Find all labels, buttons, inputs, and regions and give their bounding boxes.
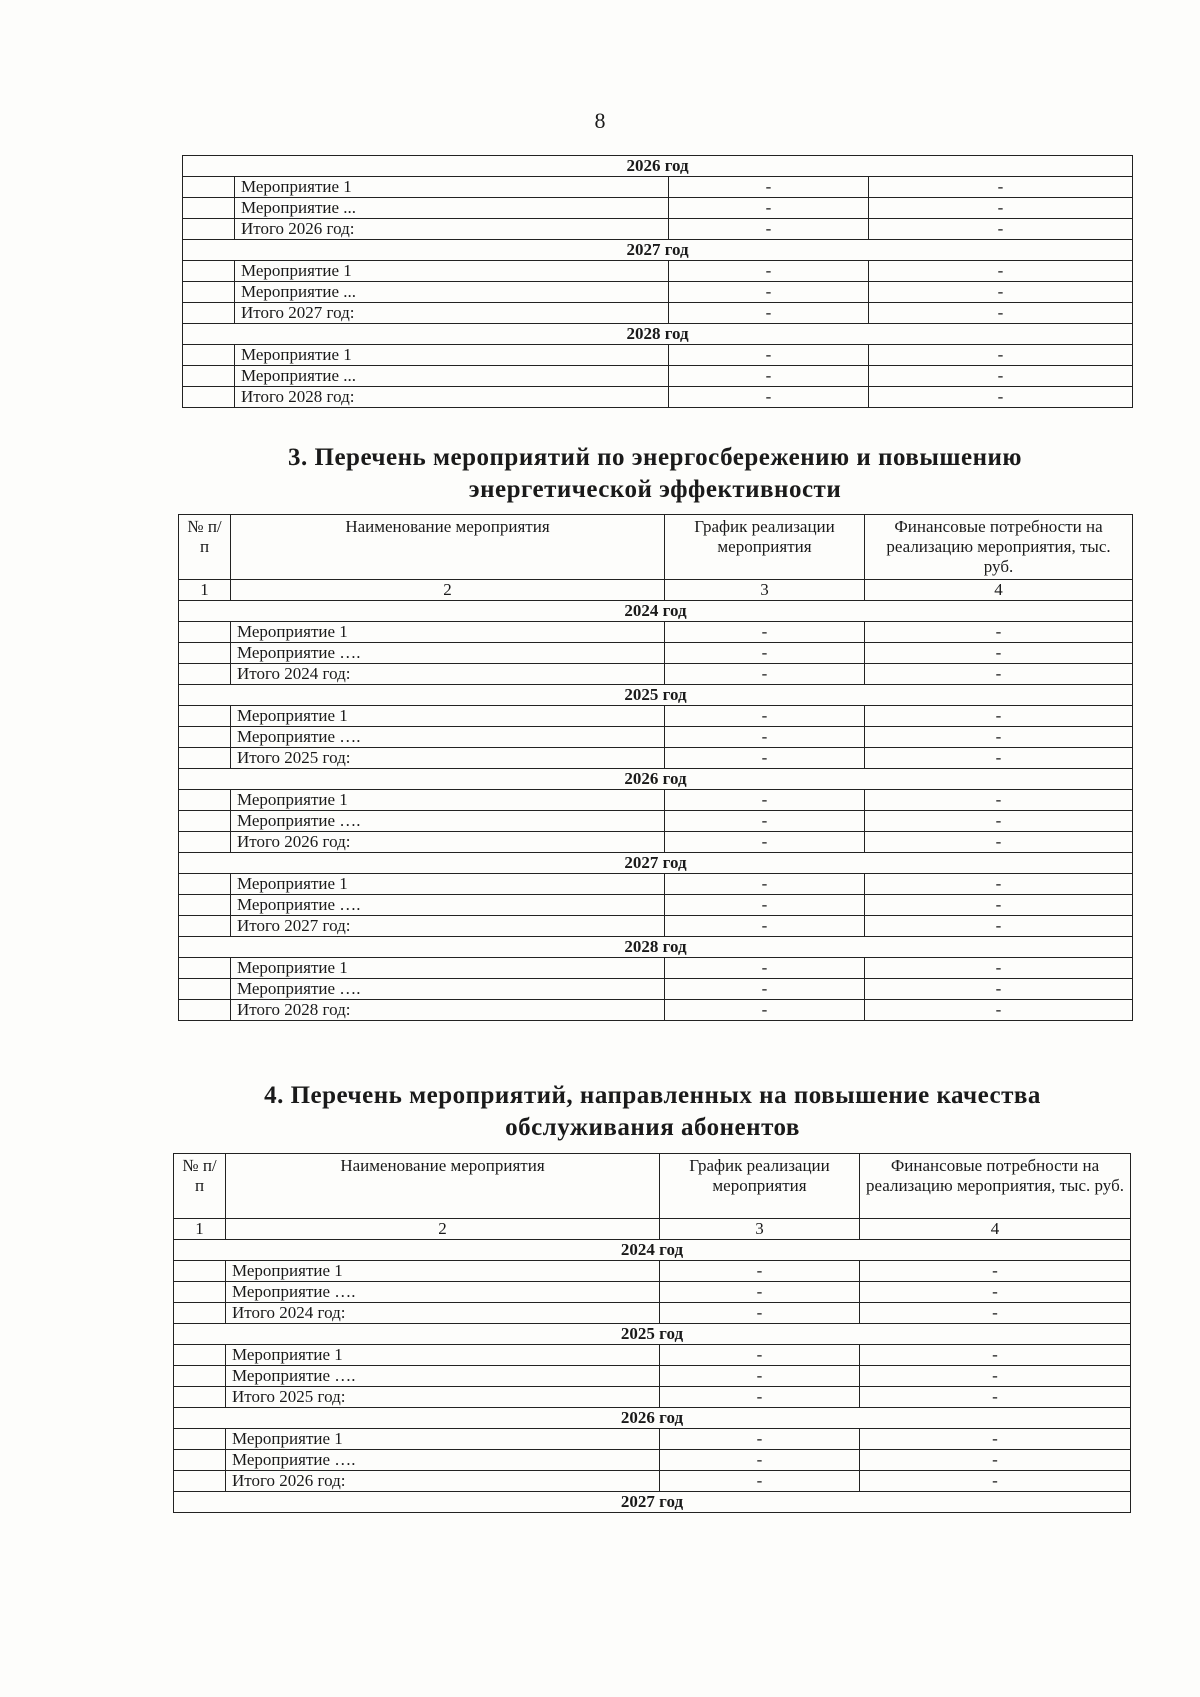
measure-name: Мероприятие …. — [226, 1366, 660, 1387]
year-label: 2024 год — [174, 1240, 1131, 1261]
row-number — [179, 874, 231, 895]
year-total-label: Итого 2024 год: — [231, 664, 665, 685]
service-quality-measures-table — [173, 1153, 1131, 1513]
column-numbers-row — [179, 580, 1133, 601]
schedule-value: - — [665, 958, 865, 979]
column-number: 2 — [226, 1219, 660, 1240]
measure-name: Мероприятие 1 — [226, 1429, 660, 1450]
measure-name: Мероприятие 1 — [226, 1345, 660, 1366]
year-row — [183, 156, 1133, 177]
year-row — [179, 601, 1133, 622]
row-number — [179, 727, 231, 748]
measure-name: Мероприятие 1 — [235, 177, 669, 198]
year-total-label: Итого 2028 год: — [235, 387, 669, 408]
measure-name: Мероприятие ... — [235, 366, 669, 387]
table-row — [174, 1261, 1131, 1282]
table-row — [174, 1282, 1131, 1303]
finance-value: - — [869, 177, 1133, 198]
table-header-row — [179, 515, 1133, 580]
column-number: 4 — [860, 1219, 1131, 1240]
finance-value: - — [869, 198, 1133, 219]
row-number — [174, 1450, 226, 1471]
table-row — [179, 811, 1133, 832]
finance-value: - — [860, 1471, 1131, 1492]
year-total-label: Итого 2026 год: — [235, 219, 669, 240]
year-row — [174, 1408, 1131, 1429]
row-number — [174, 1261, 226, 1282]
schedule-value: - — [665, 748, 865, 769]
measure-name: Мероприятие …. — [231, 811, 665, 832]
year-total-label: Итого 2028 год: — [231, 1000, 665, 1021]
row-number — [179, 790, 231, 811]
schedule-value: - — [660, 1303, 860, 1324]
measure-name: Мероприятие …. — [231, 643, 665, 664]
table-row — [174, 1450, 1131, 1471]
schedule-value: - — [660, 1429, 860, 1450]
finance-value: - — [865, 811, 1133, 832]
row-number — [183, 177, 235, 198]
column-number: 3 — [660, 1219, 860, 1240]
total-row — [179, 748, 1133, 769]
year-row — [174, 1492, 1131, 1513]
row-number — [179, 811, 231, 832]
table-row — [179, 622, 1133, 643]
year-label: 2027 год — [174, 1492, 1131, 1513]
schedule-value: - — [665, 979, 865, 1000]
table-row — [179, 643, 1133, 664]
finance-value: - — [865, 748, 1133, 769]
section-4-heading — [175, 1080, 1130, 1144]
measure-name: Мероприятие 1 — [235, 345, 669, 366]
table-row — [174, 1345, 1131, 1366]
finance-value: - — [865, 622, 1133, 643]
finance-value: - — [860, 1303, 1131, 1324]
year-row — [179, 937, 1133, 958]
finance-value: - — [865, 958, 1133, 979]
measure-name: Мероприятие …. — [231, 727, 665, 748]
finance-value: - — [869, 366, 1133, 387]
year-label: 2026 год — [183, 156, 1133, 177]
finance-value: - — [869, 219, 1133, 240]
total-row — [174, 1387, 1131, 1408]
total-row — [179, 664, 1133, 685]
finance-value: - — [865, 727, 1133, 748]
row-number — [183, 219, 235, 240]
column-number: 3 — [665, 580, 865, 601]
table-row — [183, 177, 1133, 198]
finance-value: - — [869, 282, 1133, 303]
year-label: 2026 год — [179, 769, 1133, 790]
finance-value: - — [860, 1450, 1131, 1471]
year-total-label: Итого 2027 год: — [231, 916, 665, 937]
schedule-value: - — [665, 916, 865, 937]
finance-value: - — [860, 1345, 1131, 1366]
schedule-value: - — [660, 1345, 860, 1366]
table-header-row — [174, 1154, 1131, 1219]
finance-value: - — [860, 1261, 1131, 1282]
row-number — [179, 622, 231, 643]
measure-name: Мероприятие 1 — [231, 958, 665, 979]
schedule-value: - — [660, 1450, 860, 1471]
year-total-label: Итого 2024 год: — [226, 1303, 660, 1324]
schedule-value: - — [669, 303, 869, 324]
page-number: 8 — [594, 108, 606, 133]
row-number — [183, 198, 235, 219]
row-number — [183, 261, 235, 282]
row-number — [179, 1000, 231, 1021]
year-row — [174, 1324, 1131, 1345]
measure-name: Мероприятие 1 — [231, 622, 665, 643]
section-3-heading — [180, 442, 1130, 506]
finance-value: - — [865, 790, 1133, 811]
schedule-value: - — [669, 261, 869, 282]
row-number — [179, 832, 231, 853]
schedule-value: - — [665, 643, 865, 664]
year-label: 2025 год — [179, 685, 1133, 706]
finance-value: - — [865, 832, 1133, 853]
row-number — [179, 895, 231, 916]
measure-name: Мероприятие 1 — [231, 706, 665, 727]
section-4-title-line2: обслуживания абонентов — [505, 1114, 800, 1141]
year-total-label: Итого 2025 год: — [231, 748, 665, 769]
measure-name: Мероприятие ... — [235, 282, 669, 303]
year-label: 2027 год — [183, 240, 1133, 261]
table-row — [183, 366, 1133, 387]
energy-saving-measures-table — [178, 514, 1133, 1021]
finance-value: - — [869, 345, 1133, 366]
section-3-title-line2: энергетической эффективности — [468, 476, 842, 503]
table-row — [183, 198, 1133, 219]
measure-name: Мероприятие 1 — [235, 261, 669, 282]
table-row — [174, 1366, 1131, 1387]
schedule-value: - — [665, 1000, 865, 1021]
finance-value: - — [865, 916, 1133, 937]
measure-name: Мероприятие 1 — [226, 1261, 660, 1282]
measure-name: Мероприятие 1 — [231, 790, 665, 811]
finance-value: - — [865, 895, 1133, 916]
finance-value: - — [860, 1429, 1131, 1450]
schedule-value: - — [660, 1282, 860, 1303]
year-label: 2026 год — [174, 1408, 1131, 1429]
row-number — [174, 1366, 226, 1387]
total-row — [183, 219, 1133, 240]
measure-name: Мероприятие …. — [226, 1450, 660, 1471]
total-row — [183, 303, 1133, 324]
header-schedule: График реализации мероприятия — [665, 515, 865, 580]
measure-name: Мероприятие …. — [226, 1282, 660, 1303]
row-number — [179, 664, 231, 685]
schedule-value: - — [669, 177, 869, 198]
table-row — [179, 895, 1133, 916]
year-total-label: Итого 2026 год: — [231, 832, 665, 853]
row-number — [179, 748, 231, 769]
finance-value: - — [869, 303, 1133, 324]
row-number — [174, 1387, 226, 1408]
finance-value: - — [865, 643, 1133, 664]
row-number — [179, 958, 231, 979]
table-row — [179, 727, 1133, 748]
year-row — [179, 769, 1133, 790]
finance-value: - — [865, 664, 1133, 685]
finance-value: - — [865, 1000, 1133, 1021]
total-row — [174, 1471, 1131, 1492]
year-total-label: Итого 2025 год: — [226, 1387, 660, 1408]
continued-measures-table — [182, 155, 1133, 408]
total-row — [179, 832, 1133, 853]
row-number — [179, 916, 231, 937]
column-numbers-row — [174, 1219, 1131, 1240]
header-schedule: График реализации мероприятия — [660, 1154, 860, 1219]
section-3-title-line1: 3. Перечень мероприятий по энергосбережению и повышению — [288, 444, 1022, 471]
row-number — [183, 387, 235, 408]
schedule-value: - — [665, 811, 865, 832]
header-number: № п/п — [179, 515, 231, 580]
row-number — [174, 1303, 226, 1324]
table-row — [174, 1429, 1131, 1450]
year-total-label: Итого 2027 год: — [235, 303, 669, 324]
row-number — [183, 303, 235, 324]
schedule-value: - — [669, 387, 869, 408]
schedule-value: - — [660, 1387, 860, 1408]
row-number — [174, 1429, 226, 1450]
finance-value: - — [865, 874, 1133, 895]
finance-value: - — [869, 261, 1133, 282]
year-label: 2028 год — [179, 937, 1133, 958]
section-4-title-line1: 4. Перечень мероприятий, направленных на повышение качества — [264, 1082, 1041, 1109]
finance-value: - — [860, 1387, 1131, 1408]
row-number — [183, 345, 235, 366]
year-row — [179, 685, 1133, 706]
column-number: 1 — [174, 1219, 226, 1240]
schedule-value: - — [665, 664, 865, 685]
finance-value: - — [860, 1366, 1131, 1387]
finance-value: - — [869, 387, 1133, 408]
schedule-value: - — [669, 219, 869, 240]
row-number — [183, 282, 235, 303]
row-number — [174, 1345, 226, 1366]
finance-value: - — [860, 1282, 1131, 1303]
year-row — [183, 324, 1133, 345]
schedule-value: - — [660, 1471, 860, 1492]
table-row — [179, 979, 1133, 1000]
year-total-label: Итого 2026 год: — [226, 1471, 660, 1492]
schedule-value: - — [660, 1366, 860, 1387]
measure-name: Мероприятие …. — [231, 895, 665, 916]
table-row — [183, 261, 1133, 282]
table-row — [183, 282, 1133, 303]
table-row — [183, 345, 1133, 366]
schedule-value: - — [665, 727, 865, 748]
row-number — [179, 979, 231, 1000]
row-number — [183, 366, 235, 387]
table-row — [179, 790, 1133, 811]
schedule-value: - — [669, 198, 869, 219]
year-label: 2028 год — [183, 324, 1133, 345]
schedule-value: - — [665, 790, 865, 811]
schedule-value: - — [669, 282, 869, 303]
header-name: Наименование мероприятия — [226, 1154, 660, 1219]
header-name: Наименование мероприятия — [231, 515, 665, 580]
finance-value: - — [865, 706, 1133, 727]
total-row — [179, 1000, 1133, 1021]
year-label: 2027 год — [179, 853, 1133, 874]
column-number: 1 — [179, 580, 231, 601]
year-row — [179, 853, 1133, 874]
row-number — [179, 706, 231, 727]
schedule-value: - — [660, 1261, 860, 1282]
header-finance: Финансовые потребности на реализацию мероприятия, тыс. руб. — [860, 1154, 1131, 1219]
header-number: № п/п — [174, 1154, 226, 1219]
year-row — [174, 1240, 1131, 1261]
row-number — [174, 1282, 226, 1303]
total-row — [174, 1303, 1131, 1324]
schedule-value: - — [665, 622, 865, 643]
table-row — [179, 958, 1133, 979]
total-row — [183, 387, 1133, 408]
year-label: 2024 год — [179, 601, 1133, 622]
schedule-value: - — [669, 366, 869, 387]
measure-name: Мероприятие …. — [231, 979, 665, 1000]
total-row — [179, 916, 1133, 937]
year-label: 2025 год — [174, 1324, 1131, 1345]
measure-name: Мероприятие 1 — [231, 874, 665, 895]
schedule-value: - — [669, 345, 869, 366]
table-row — [179, 706, 1133, 727]
schedule-value: - — [665, 832, 865, 853]
row-number — [174, 1471, 226, 1492]
column-number: 4 — [865, 580, 1133, 601]
year-row — [183, 240, 1133, 261]
schedule-value: - — [665, 706, 865, 727]
table-row — [179, 874, 1133, 895]
schedule-value: - — [665, 874, 865, 895]
column-number: 2 — [231, 580, 665, 601]
finance-value: - — [865, 979, 1133, 1000]
measure-name: Мероприятие ... — [235, 198, 669, 219]
row-number — [179, 643, 231, 664]
header-finance: Финансовые потребности на реализацию мероприятия, тыс. руб. — [865, 515, 1133, 580]
schedule-value: - — [665, 895, 865, 916]
